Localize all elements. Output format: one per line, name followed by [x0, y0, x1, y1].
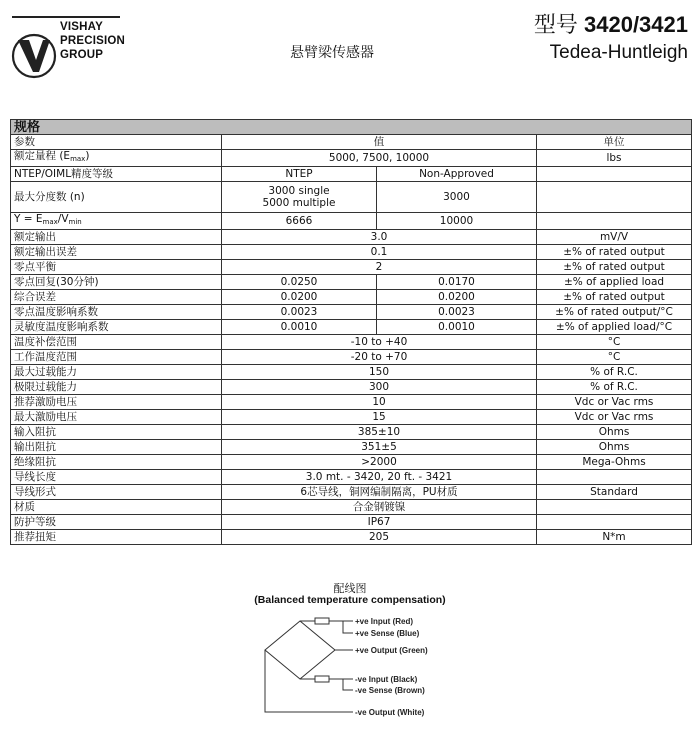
product-subtitle: 悬臂梁传感器 — [290, 45, 374, 61]
value-cell: 0.0023 — [222, 305, 377, 320]
table-row — [11, 425, 692, 440]
param-cell: 最大过载能力 — [11, 365, 222, 380]
value-cell: 6666 — [222, 213, 377, 230]
unit-cell: lbs — [537, 150, 692, 167]
value-cell: 150 — [222, 365, 537, 380]
unit-cell — [537, 470, 692, 485]
param-cell: $Y = E_{max}/V_{min}$ — [11, 213, 222, 230]
value-cell: 0.0200 — [377, 290, 537, 305]
param-cell: 绝缘阻抗 — [11, 455, 222, 470]
param-cell: 工作温度范围 — [11, 350, 222, 365]
wire-label-output-pos: +ve Output (Green) — [355, 646, 428, 655]
table-row — [11, 455, 692, 470]
value-cell: 351±5 — [222, 440, 537, 455]
unit-cell: % of R.C. — [537, 365, 692, 380]
value-cell: 205 — [222, 530, 537, 545]
value-cell: 10000 — [377, 213, 537, 230]
unit-cell: Standard — [537, 485, 692, 500]
unit-cell: mV/V — [537, 230, 692, 245]
model-title — [534, 8, 688, 39]
value-cell: 0.0010 — [222, 320, 377, 335]
value-cell: Non-Approved — [377, 167, 537, 182]
wire-label-sense-neg: -ve Sense (Brown) — [355, 686, 425, 695]
param-cell: 综合误差 — [11, 290, 222, 305]
wiring-diagram — [255, 612, 445, 724]
param-cell: 极限过载能力 — [11, 380, 222, 395]
table-row — [11, 182, 692, 213]
table-header-row — [11, 135, 692, 150]
table-row — [11, 290, 692, 305]
param-cell: 温度补偿范围 — [11, 335, 222, 350]
value-cell: IP67 — [222, 515, 537, 530]
table-row — [11, 260, 692, 275]
wire-label-input-pos: +ve Input (Red) — [355, 617, 414, 626]
table-row — [11, 395, 692, 410]
value-cell: 6芯导线，铜网编制隔离，PU材质 — [222, 485, 537, 500]
unit-cell — [537, 500, 692, 515]
table-row — [11, 485, 692, 500]
wire — [265, 650, 353, 712]
param-cell: 额定量程 $(E_{max})$ — [11, 150, 222, 167]
unit-cell: Ohms — [537, 425, 692, 440]
unit-cell — [537, 515, 692, 530]
resistor-icon — [315, 676, 329, 682]
logo-wordmark: VISHAY PRECISION GROUP — [60, 21, 126, 61]
unit-cell: ±% of applied load — [537, 275, 692, 290]
unit-cell — [537, 167, 692, 182]
unit-cell — [537, 213, 692, 230]
value-cell: 合金钢镀镍 — [222, 500, 537, 515]
table-row — [11, 167, 692, 182]
wire-label-input-neg: -ve Input (Black) — [355, 675, 418, 684]
value-cell: -10 to +40 — [222, 335, 537, 350]
table-row — [11, 440, 692, 455]
param-cell: 最大激励电压 — [11, 410, 222, 425]
table-row — [11, 335, 692, 350]
param-cell: 输入阻抗 — [11, 425, 222, 440]
table-row — [11, 245, 692, 260]
param-cell: 导线长度 — [11, 470, 222, 485]
param-cell: 推荐扭矩 — [11, 530, 222, 545]
value-cell: 0.0023 — [377, 305, 537, 320]
wiring-title: 配线图 — [333, 582, 367, 595]
spec-section-title: 规格 — [11, 120, 692, 135]
table-row — [11, 365, 692, 380]
value-cell: 3.0 — [222, 230, 537, 245]
param-cell: 额定输出误差 — [11, 245, 222, 260]
unit-cell: Ohms — [537, 440, 692, 455]
table-row — [11, 350, 692, 365]
value-cell: 300 — [222, 380, 537, 395]
param-cell: 最大分度数 (n) — [11, 182, 222, 213]
param-cell: 零点平衡 — [11, 260, 222, 275]
table-row — [11, 213, 692, 230]
spec-table — [10, 119, 692, 545]
unit-cell: Vdc or Vac rms — [537, 395, 692, 410]
table-row — [11, 470, 692, 485]
unit-cell — [537, 182, 692, 213]
param-cell: 导线形式 — [11, 485, 222, 500]
table-row — [11, 275, 692, 290]
value-cell: 0.0200 — [222, 290, 377, 305]
table-row — [11, 305, 692, 320]
col-header-value: 值 — [222, 135, 537, 150]
wire-label-sense-pos: +ve Sense (Blue) — [355, 629, 420, 638]
unit-cell: Vdc or Vac rms — [537, 410, 692, 425]
value-cell: >2000 — [222, 455, 537, 470]
value-cell: 385±10 — [222, 425, 537, 440]
unit-cell: Mega-Ohms — [537, 455, 692, 470]
value-cell: 0.0170 — [377, 275, 537, 290]
value-cell: 5000, 7500, 10000 — [222, 150, 537, 167]
col-header-unit: 单位 — [537, 135, 692, 150]
unit-cell: °C — [537, 350, 692, 365]
unit-cell: N*m — [537, 530, 692, 545]
unit-cell: ±% of rated output — [537, 245, 692, 260]
value-cell: 2 — [222, 260, 537, 275]
table-row — [11, 515, 692, 530]
param-cell: 额定输出 — [11, 230, 222, 245]
spec-section-header — [11, 120, 692, 135]
unit-cell: ±% of rated output/°C — [537, 305, 692, 320]
param-cell: NTEP/OIML精度等级 — [11, 167, 222, 182]
table-row — [11, 530, 692, 545]
table-row — [11, 150, 692, 167]
wire-label-output-neg: -ve Output (White) — [355, 708, 425, 717]
value-cell: 3000 — [377, 182, 537, 213]
model-prefix: 型号 — [533, 12, 578, 37]
unit-cell: ±% of applied load/°C — [537, 320, 692, 335]
param-cell: 灵敏度温度影响系数 — [11, 320, 222, 335]
brand-name: Tedea-Huntleigh — [549, 42, 688, 63]
value-cell: 15 — [222, 410, 537, 425]
param-cell: 防护等级 — [11, 515, 222, 530]
value-cell: 0.1 — [222, 245, 537, 260]
table-row — [11, 380, 692, 395]
table-row — [11, 410, 692, 425]
unit-cell: °C — [537, 335, 692, 350]
param-cell: 输出阻抗 — [11, 440, 222, 455]
table-row — [11, 320, 692, 335]
value-cell: 10 — [222, 395, 537, 410]
wiring-subtitle: (Balanced temperature compensation) — [254, 594, 446, 606]
param-cell: 零点回复(30分钟) — [11, 275, 222, 290]
value-cell: -20 to +70 — [222, 350, 537, 365]
wire — [343, 621, 353, 633]
value-cell: 3.0 mt. - 3420, 20 ft. - 3421 — [222, 470, 537, 485]
table-row — [11, 500, 692, 515]
unit-cell: % of R.C. — [537, 380, 692, 395]
bridge-circuit — [265, 621, 335, 679]
value-cell: 0.0250 — [222, 275, 377, 290]
unit-cell: ±% of rated output — [537, 260, 692, 275]
wire — [343, 679, 353, 690]
col-header-param: 参数 — [11, 135, 222, 150]
table-row — [11, 230, 692, 245]
param-cell: 零点温度影响系数 — [11, 305, 222, 320]
model-number: 3420/3421 — [584, 12, 688, 37]
param-cell: 材质 — [11, 500, 222, 515]
value-cell: NTEP — [222, 167, 377, 182]
unit-cell: ±% of rated output — [537, 290, 692, 305]
param-cell: 推荐激励电压 — [11, 395, 222, 410]
value-cell: 0.0010 — [377, 320, 537, 335]
resistor-icon — [315, 618, 329, 624]
value-cell: 3000 single 5000 multiple — [222, 182, 377, 213]
